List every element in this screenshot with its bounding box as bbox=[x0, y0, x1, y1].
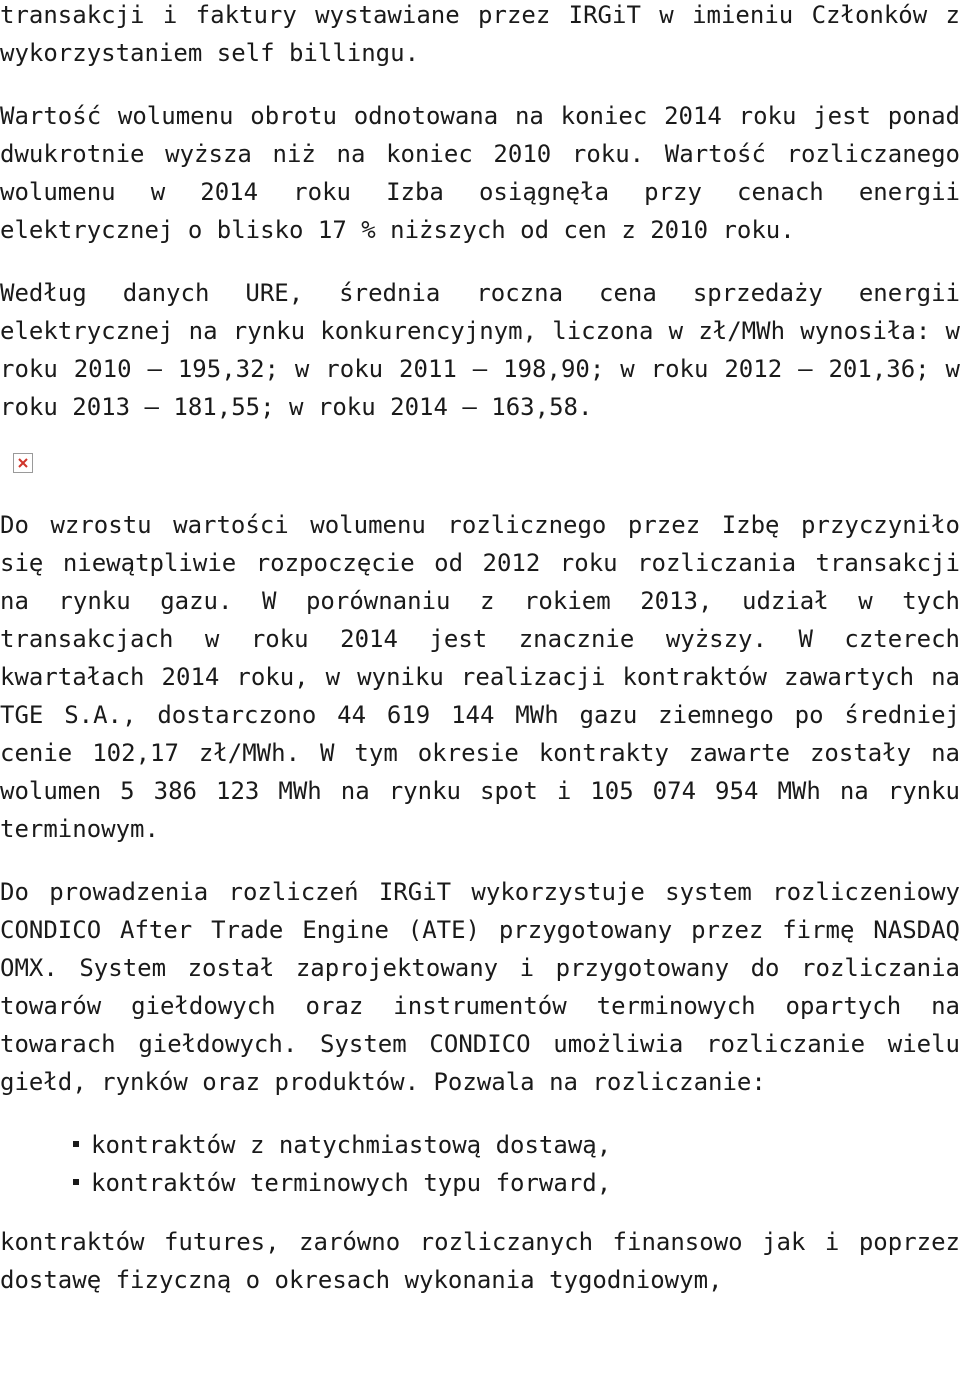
spacer bbox=[0, 426, 960, 453]
bullet-icon bbox=[73, 1179, 79, 1185]
spacer bbox=[0, 1202, 960, 1223]
paragraph-self-billing: transakcji i faktury wystawiane przez IRGiT w imieniu Członków z wykorzystaniem self billingu. bbox=[0, 1, 960, 67]
spacer bbox=[0, 473, 960, 506]
close-icon bbox=[18, 458, 28, 468]
paragraph-ure-prices: Według danych URE, średnia roczna cena sprzedaży energii elektrycznej na rynku konkurencyjnym, liczona w zł/MWh wynosiła: w roku 2010 – 195,32; w roku 2011 – 198,90; w roku 2012 – 201,36; w roku 2013 – 181,55; w roku 2014 – 163,58. bbox=[0, 279, 960, 421]
list-item-text: kontraktów z natychmiastową dostawą, bbox=[91, 1131, 612, 1159]
spacer bbox=[0, 848, 960, 873]
paragraph-volume-value: Wartość wolumenu obrotu odnotowana na koniec 2014 roku jest ponad dwukrotnie wyższa niż na koniec 2010 roku. Wartość rozliczanego wolumenu w 2014 roku Izba osiągnęła przy cenach energii elektrycznej o blisko 17 % niższych od cen z 2010 roku. bbox=[0, 102, 960, 244]
bullet-icon bbox=[73, 1141, 79, 1147]
paragraph-gas-market: Do wzrostu wartości wolumenu rozlicznego przez Izbę przyczyniło się niewątpliwie rozpoczęcie od 2012 roku rozliczania transakcji na rynku gazu. W porównaniu z rokiem 2013, udział w tych transakcjach w roku 2014 jest znacznie wyższy. W czterech kwartałach 2014 roku, w wyniku realizacji kontraktów zawartych na TGE S.A., dostarczono 44 619 144 MWh gazu ziemnego po średniej cenie 102,17 zł/MWh. W tym okresie kontrakty zawarte zostały na wolumen 5 386 123 MWh na rynku spot i 105 074 954 MWh na rynku terminowym. bbox=[0, 511, 960, 843]
paragraph-condico-system: Do prowadzenia rozliczeń IRGiT wykorzystuje system rozliczeniowy CONDICO After Trade Engine (ATE) przygotowany przez firmę NASDAQ OMX. System został zaprojektowany i przygotowany do rozliczania towarów giełdowych oraz instrumentów terminowych opartych na towarach giełdowych. System CONDICO umożliwia rozliczanie wielu giełd, rynków oraz produktów. Pozwala na rozliczanie: bbox=[0, 878, 960, 1096]
spacer bbox=[0, 1101, 960, 1126]
list-item bbox=[73, 1164, 960, 1202]
broken-image-icon bbox=[13, 453, 33, 473]
paragraph-futures: kontraktów futures, zarówno rozliczanych finansowo jak i poprzez dostawę fizyczną o okresach wykonania tygodniowym, bbox=[0, 1228, 960, 1294]
list-item-text: kontraktów terminowych typu forward, bbox=[91, 1169, 612, 1197]
list-item bbox=[73, 1126, 960, 1164]
settlement-list bbox=[0, 1126, 960, 1202]
spacer bbox=[0, 72, 960, 97]
spacer bbox=[0, 249, 960, 274]
